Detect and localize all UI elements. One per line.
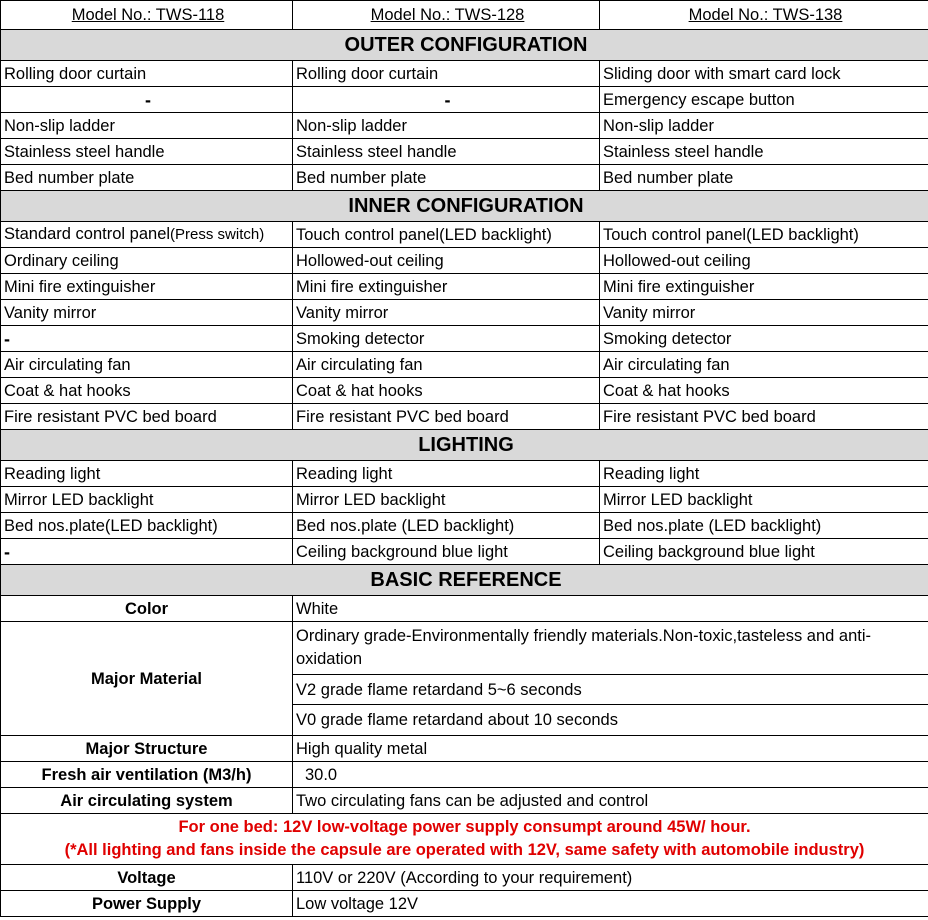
cell: Bed number plate xyxy=(1,165,293,191)
power-notice-line-2: (*All lighting and fans inside the capsule are operated with 12V, same safety with automobile industry) xyxy=(64,841,865,859)
cell: Non-slip ladder xyxy=(1,113,293,139)
cell: Reading light xyxy=(293,461,600,487)
cell: - xyxy=(1,326,293,352)
cell-main-text: Standard control panel xyxy=(4,225,171,243)
table-row xyxy=(1,891,928,917)
row-label-major-structure: Major Structure xyxy=(1,736,293,762)
cell: V2 grade flame retardand 5~6 seconds xyxy=(293,675,928,705)
cell: Air circulating fan xyxy=(1,352,293,378)
table-row xyxy=(1,736,928,762)
cell: Stainless steel handle xyxy=(1,139,293,165)
cell xyxy=(1,222,293,248)
cell: Rolling door curtain xyxy=(293,61,600,87)
cell: Bed nos.plate(LED backlight) xyxy=(1,513,293,539)
cell: Bed number plate xyxy=(293,165,600,191)
cell: Coat & hat hooks xyxy=(1,378,293,404)
table-row xyxy=(1,487,928,513)
cell: Mini fire extinguisher xyxy=(293,274,600,300)
cell: Vanity mirror xyxy=(600,300,928,326)
section-outer-configuration: OUTER CONFIGURATION xyxy=(1,30,928,61)
cell: Touch control panel(LED backlight) xyxy=(600,222,928,248)
table-row xyxy=(1,165,928,191)
cell: Two circulating fans can be adjusted and control xyxy=(293,788,928,814)
table-row xyxy=(1,378,928,404)
cell: Reading light xyxy=(1,461,293,487)
cell: Mirror LED backlight xyxy=(1,487,293,513)
section-lighting: LIGHTING xyxy=(1,430,928,461)
cell: Mirror LED backlight xyxy=(293,487,600,513)
cell: Bed number plate xyxy=(600,165,928,191)
cell: Ordinary ceiling xyxy=(1,248,293,274)
cell: - xyxy=(1,87,293,113)
cell: Ceiling background blue light xyxy=(293,539,600,565)
row-label-air-circulating-system: Air circulating system xyxy=(1,788,293,814)
section-basic-reference: BASIC REFERENCE xyxy=(1,565,928,596)
cell: Vanity mirror xyxy=(1,300,293,326)
table-row xyxy=(1,113,928,139)
cell: Mini fire extinguisher xyxy=(600,274,928,300)
table-row xyxy=(1,300,928,326)
table-row xyxy=(1,404,928,430)
row-label-power-supply: Power Supply xyxy=(1,891,293,917)
cell: 30.0 xyxy=(293,762,928,788)
row-label-voltage: Voltage xyxy=(1,865,293,891)
cell: Coat & hat hooks xyxy=(600,378,928,404)
table-row xyxy=(1,788,928,814)
table-row xyxy=(1,513,928,539)
model-tws-118: Model No.: TWS-118 xyxy=(1,1,293,30)
cell: Mini fire extinguisher xyxy=(1,274,293,300)
model-tws-128: Model No.: TWS-128 xyxy=(293,1,600,30)
cell: Rolling door curtain xyxy=(1,61,293,87)
cell: - xyxy=(293,87,600,113)
cell: Smoking detector xyxy=(293,326,600,352)
model-header-row xyxy=(1,1,928,30)
table-row xyxy=(1,539,928,565)
cell: Coat & hat hooks xyxy=(293,378,600,404)
table-row xyxy=(1,622,928,675)
cell: Fire resistant PVC bed board xyxy=(293,404,600,430)
cell: Bed nos.plate (LED backlight) xyxy=(293,513,600,539)
row-label-fresh-air-ventilation: Fresh air ventilation (M3/h) xyxy=(1,762,293,788)
table-row xyxy=(1,139,928,165)
table-row xyxy=(1,222,928,248)
cell: - xyxy=(1,539,293,565)
row-label-major-material: Major Material xyxy=(1,622,293,736)
table-row xyxy=(1,61,928,87)
cell: Mirror LED backlight xyxy=(600,487,928,513)
table-row xyxy=(1,87,928,113)
cell: V0 grade flame retardand about 10 seconds xyxy=(293,705,928,736)
row-label-color: Color xyxy=(1,596,293,622)
cell-note-text: (Press switch) xyxy=(170,226,265,243)
cell: Hollowed-out ceiling xyxy=(600,248,928,274)
cell: Fire resistant PVC bed board xyxy=(600,404,928,430)
cell: Non-slip ladder xyxy=(600,113,928,139)
table-row xyxy=(1,352,928,378)
cell: High quality metal xyxy=(293,736,928,762)
power-notice xyxy=(1,814,928,865)
cell: Fire resistant PVC bed board xyxy=(1,404,293,430)
cell: Ordinary grade-Environmentally friendly materials.Non-toxic,tasteless and anti-oxidation xyxy=(293,622,928,675)
table-row xyxy=(1,461,928,487)
table-row xyxy=(1,248,928,274)
power-notice-line-1: For one bed: 12V low-voltage power supply consumpt around 45W/ hour. xyxy=(178,818,751,836)
cell: White xyxy=(293,596,928,622)
cell: 110V or 220V (According to your requirement) xyxy=(293,865,928,891)
cell: Bed nos.plate (LED backlight) xyxy=(600,513,928,539)
model-tws-138: Model No.: TWS-138 xyxy=(600,1,928,30)
cell: Ceiling background blue light xyxy=(600,539,928,565)
table-row xyxy=(1,596,928,622)
cell: Vanity mirror xyxy=(293,300,600,326)
table-row xyxy=(1,865,928,891)
cell: Touch control panel(LED backlight) xyxy=(293,222,600,248)
table-row xyxy=(1,762,928,788)
section-inner-configuration: INNER CONFIGURATION xyxy=(1,191,928,222)
cell: Reading light xyxy=(600,461,928,487)
cell: Air circulating fan xyxy=(293,352,600,378)
cell: Low voltage 12V xyxy=(293,891,928,917)
cell: Smoking detector xyxy=(600,326,928,352)
table-row xyxy=(1,274,928,300)
cell: Stainless steel handle xyxy=(293,139,600,165)
table-row xyxy=(1,326,928,352)
cell: Air circulating fan xyxy=(600,352,928,378)
cell: Non-slip ladder xyxy=(293,113,600,139)
power-notice-row xyxy=(1,814,928,865)
cell: Emergency escape button xyxy=(600,87,928,113)
cell: Hollowed-out ceiling xyxy=(293,248,600,274)
cell: Sliding door with smart card lock xyxy=(600,61,928,87)
cell: Stainless steel handle xyxy=(600,139,928,165)
